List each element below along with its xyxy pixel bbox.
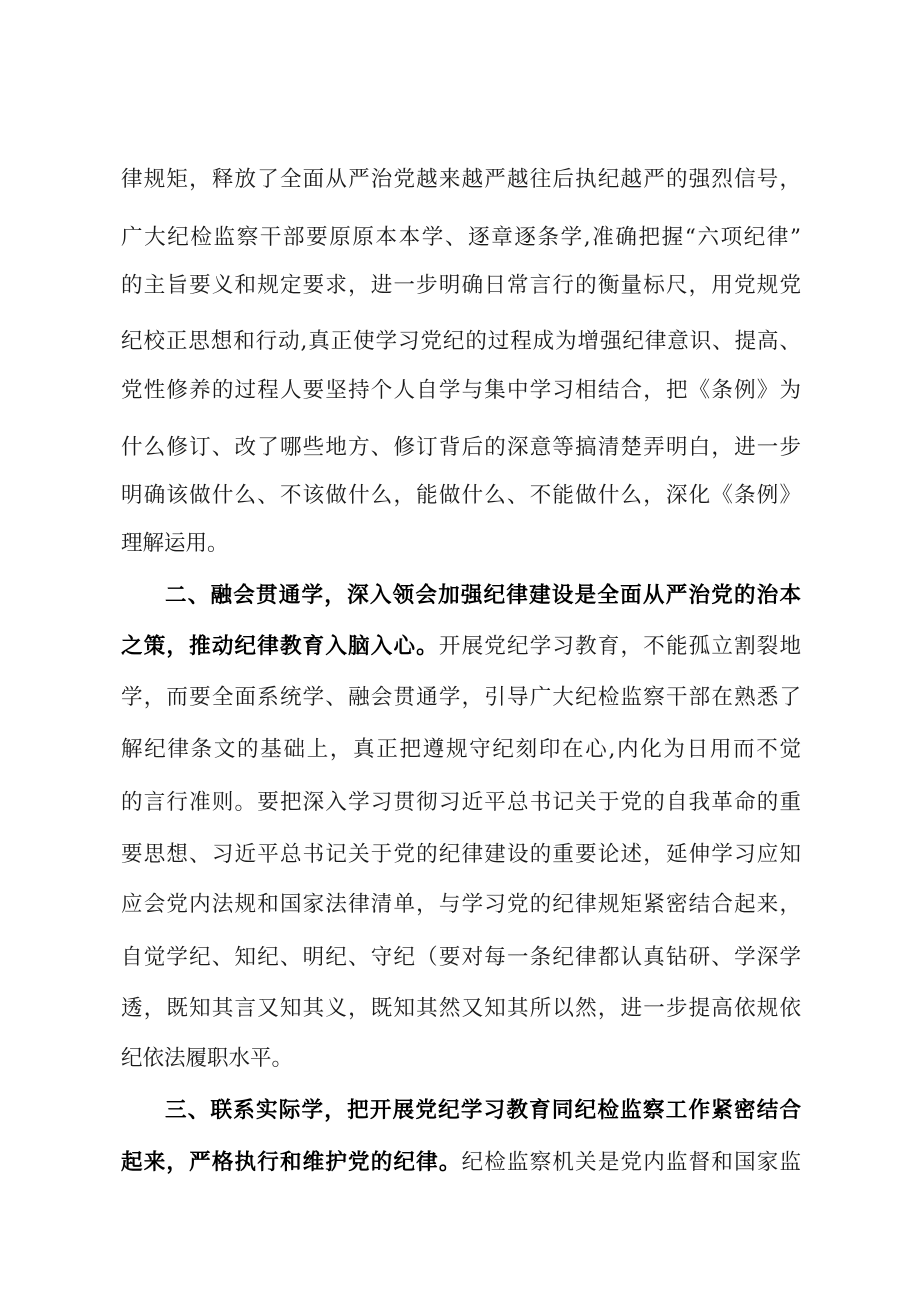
paragraph-line: 自觉学纪、知纪、明纪、守纪（要对每一条纪律都认真钻研、学深学 (121, 945, 801, 970)
section-heading: 二、融会贯通学，深入领会加强纪律建设是全面从严治党的治本 (165, 583, 801, 608)
paragraph-heading-line: 之策，推动纪律教育入脑入心。开展党纪学习教育，不能孤立割裂地 (121, 634, 801, 659)
paragraph-heading-line: 起来，严格执行和维护党的纪律。纪检监察机关是党内监督和国家监 (121, 1150, 801, 1175)
section-heading: 三、联系实际学，把开展党纪学习教育同纪检监察工作紧密结合 (165, 1098, 801, 1123)
paragraph-line: 要思想、习近平总书记关于党的纪律建设的重要论述，延伸学习应知 (121, 842, 801, 867)
paragraph-line: 学，而要全面系统学、融会贯通学，引导广大纪检监察干部在熟悉了 (121, 685, 801, 710)
paragraph-line: 广大纪检监察干部要原原本本学、逐章逐条学,准确把握“六项纪律” (121, 225, 801, 250)
paragraph-line: 什么修订、改了哪些地方、修订背后的深意等搞清楚弄明白，进一步 (121, 435, 801, 460)
paragraph-line: 透，既知其言又知其义，既知其然又知其所以然，进一步提高依规依 (121, 996, 801, 1021)
paragraph-line: 的言行准则。要把深入学习贯彻习近平总书记关于党的自我革命的重 (121, 790, 801, 815)
paragraph-line: 应会党内法规和国家法律清单，与学习党的纪律规矩紧密结合起来， (121, 892, 801, 917)
paragraph-line: 明确该做什么、不该做什么，能做什么、不能做什么，深化《条例》 (121, 483, 801, 508)
paragraph-line: 律规矩，释放了全面从严治党越来越严越往后执纪越严的强烈信号， (121, 167, 801, 192)
paragraph-line: 党性修养的过程人要坚持个人自学与集中学习相结合，把《条例》为 (121, 378, 801, 403)
section-heading: 起来，严格执行和维护党的纪律。 (121, 1150, 462, 1175)
paragraph-line: 理解运用。 (121, 531, 229, 556)
paragraph-heading-line (165, 576, 801, 616)
paragraph-line: 解纪律条文的基础上，真正把遵规守纪刻印在心,内化为日用而不觉 (121, 737, 801, 762)
paragraph-line: 纪校正思想和行动,真正使学习党纪的过程成为增强纪律意识、提高、 (121, 329, 801, 354)
section-heading: 之策，推动纪律教育入脑入心。 (121, 634, 439, 659)
paragraph-line: 纪依法履职水平。 (121, 1046, 294, 1071)
paragraph-line: 的主旨要义和规定要求，进一步明确日常言行的衡量标尺，用党规党 (121, 273, 801, 298)
paragraph-heading-line (165, 1091, 801, 1131)
